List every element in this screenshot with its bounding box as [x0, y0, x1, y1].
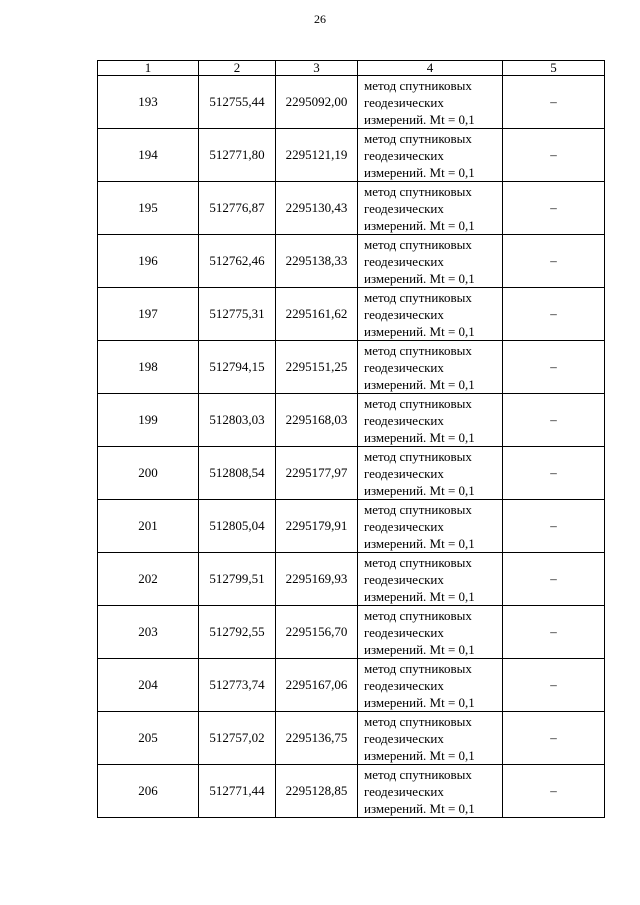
x-coordinate-cell: 512808,54 — [199, 447, 276, 500]
y-coordinate-cell: 2295121,19 — [276, 129, 358, 182]
point-number-cell: 198 — [98, 341, 199, 394]
note-cell: – — [503, 553, 605, 606]
table-row — [98, 500, 605, 553]
header-cell-3: 3 — [276, 61, 358, 76]
method-line-1: метод спутниковых — [364, 395, 472, 411]
method-line-1: метод спутниковых — [364, 77, 472, 93]
method-line-1: метод спутниковых — [364, 607, 472, 623]
page-number: 26 — [314, 12, 326, 26]
method-cell — [358, 182, 503, 235]
method-line-1: метод спутниковых — [364, 660, 472, 676]
x-coordinate-cell: 512771,44 — [199, 765, 276, 818]
point-number-cell: 202 — [98, 553, 199, 606]
header-cell-2: 2 — [199, 61, 276, 76]
method-cell — [358, 500, 503, 553]
method-line-3: измерений. Mt = 0,1 — [364, 217, 475, 233]
table-row — [98, 659, 605, 712]
point-number-cell: 194 — [98, 129, 199, 182]
method-line-1: метод спутниковых — [364, 766, 472, 782]
method-line-2: геодезических — [364, 253, 444, 269]
point-number-cell: 204 — [98, 659, 199, 712]
method-line-1: метод спутниковых — [364, 130, 472, 146]
note-cell: – — [503, 712, 605, 765]
x-coordinate-cell: 512799,51 — [199, 553, 276, 606]
y-coordinate-cell: 2295168,03 — [276, 394, 358, 447]
method-line-1: метод спутниковых — [364, 554, 472, 570]
note-cell: – — [503, 606, 605, 659]
y-coordinate-cell: 2295161,62 — [276, 288, 358, 341]
method-cell — [358, 76, 503, 129]
method-line-1: метод спутниковых — [364, 448, 472, 464]
table-row — [98, 341, 605, 394]
point-number-cell: 206 — [98, 765, 199, 818]
method-line-3: измерений. Mt = 0,1 — [364, 694, 475, 710]
x-coordinate-cell: 512771,80 — [199, 129, 276, 182]
y-coordinate-cell: 2295169,93 — [276, 553, 358, 606]
note-cell: – — [503, 288, 605, 341]
method-line-1: метод спутниковых — [364, 183, 472, 199]
x-coordinate-cell: 512805,04 — [199, 500, 276, 553]
method-cell — [358, 659, 503, 712]
method-line-3: измерений. Mt = 0,1 — [364, 535, 475, 551]
method-cell — [358, 288, 503, 341]
method-line-3: измерений. Mt = 0,1 — [364, 800, 475, 816]
point-number-cell: 196 — [98, 235, 199, 288]
method-line-1: метод спутниковых — [364, 713, 472, 729]
x-coordinate-cell: 512776,87 — [199, 182, 276, 235]
x-coordinate-cell: 512775,31 — [199, 288, 276, 341]
point-number-cell: 203 — [98, 606, 199, 659]
y-coordinate-cell: 2295177,97 — [276, 447, 358, 500]
method-line-2: геодезических — [364, 200, 444, 216]
table-row — [98, 712, 605, 765]
y-coordinate-cell: 2295156,70 — [276, 606, 358, 659]
method-line-2: геодезических — [364, 783, 444, 799]
table-row — [98, 553, 605, 606]
method-line-2: геодезических — [364, 412, 444, 428]
method-line-3: измерений. Mt = 0,1 — [364, 323, 475, 339]
method-line-2: геодезических — [364, 624, 444, 640]
method-cell — [358, 553, 503, 606]
y-coordinate-cell: 2295138,33 — [276, 235, 358, 288]
method-line-3: измерений. Mt = 0,1 — [364, 111, 475, 127]
y-coordinate-cell: 2295092,00 — [276, 76, 358, 129]
method-line-1: метод спутниковых — [364, 289, 472, 305]
method-cell — [358, 447, 503, 500]
method-cell — [358, 606, 503, 659]
note-cell: – — [503, 182, 605, 235]
method-line-2: геодезических — [364, 571, 444, 587]
table-row — [98, 606, 605, 659]
point-number-cell: 205 — [98, 712, 199, 765]
note-cell: – — [503, 129, 605, 182]
point-number-cell: 197 — [98, 288, 199, 341]
method-line-1: метод спутниковых — [364, 342, 472, 358]
method-line-2: геодезических — [364, 730, 444, 746]
table-row — [98, 182, 605, 235]
method-line-2: геодезических — [364, 518, 444, 534]
table-row — [98, 129, 605, 182]
method-line-3: измерений. Mt = 0,1 — [364, 164, 475, 180]
x-coordinate-cell: 512762,46 — [199, 235, 276, 288]
table-row — [98, 394, 605, 447]
y-coordinate-cell: 2295179,91 — [276, 500, 358, 553]
note-cell: – — [503, 394, 605, 447]
note-cell: – — [503, 235, 605, 288]
x-coordinate-cell: 512757,02 — [199, 712, 276, 765]
method-line-3: измерений. Mt = 0,1 — [364, 482, 475, 498]
method-line-1: метод спутниковых — [364, 236, 472, 252]
note-cell: – — [503, 447, 605, 500]
table-row — [98, 76, 605, 129]
coordinates-table — [97, 60, 605, 818]
method-line-2: геодезических — [364, 465, 444, 481]
note-cell: – — [503, 659, 605, 712]
header-cell-1: 1 — [98, 61, 199, 76]
header-cell-5: 5 — [503, 61, 605, 76]
x-coordinate-cell: 512803,03 — [199, 394, 276, 447]
method-line-3: измерений. Mt = 0,1 — [364, 270, 475, 286]
point-number-cell: 201 — [98, 500, 199, 553]
y-coordinate-cell: 2295128,85 — [276, 765, 358, 818]
header-row — [98, 61, 605, 76]
method-line-2: геодезических — [364, 306, 444, 322]
method-line-3: измерений. Mt = 0,1 — [364, 641, 475, 657]
method-cell — [358, 712, 503, 765]
y-coordinate-cell: 2295167,06 — [276, 659, 358, 712]
point-number-cell: 195 — [98, 182, 199, 235]
x-coordinate-cell: 512773,74 — [199, 659, 276, 712]
method-line-1: метод спутниковых — [364, 501, 472, 517]
table-row — [98, 288, 605, 341]
x-coordinate-cell: 512755,44 — [199, 76, 276, 129]
note-cell: – — [503, 765, 605, 818]
method-cell — [358, 394, 503, 447]
table-row — [98, 765, 605, 818]
point-number-cell: 200 — [98, 447, 199, 500]
header-cell-4: 4 — [358, 61, 503, 76]
method-line-3: измерений. Mt = 0,1 — [364, 588, 475, 604]
method-line-2: геодезических — [364, 677, 444, 693]
y-coordinate-cell: 2295151,25 — [276, 341, 358, 394]
x-coordinate-cell: 512794,15 — [199, 341, 276, 394]
method-cell — [358, 341, 503, 394]
method-line-2: геодезических — [364, 147, 444, 163]
table-body — [98, 76, 605, 818]
method-line-2: геодезических — [364, 359, 444, 375]
method-cell — [358, 129, 503, 182]
table-row — [98, 447, 605, 500]
method-line-3: измерений. Mt = 0,1 — [364, 747, 475, 763]
point-number-cell: 199 — [98, 394, 199, 447]
method-line-3: измерений. Mt = 0,1 — [364, 429, 475, 445]
table-row — [98, 235, 605, 288]
y-coordinate-cell: 2295130,43 — [276, 182, 358, 235]
method-cell — [358, 235, 503, 288]
note-cell: – — [503, 341, 605, 394]
x-coordinate-cell: 512792,55 — [199, 606, 276, 659]
note-cell: – — [503, 76, 605, 129]
method-line-2: геодезических — [364, 94, 444, 110]
method-cell — [358, 765, 503, 818]
point-number-cell: 193 — [98, 76, 199, 129]
method-line-3: измерений. Mt = 0,1 — [364, 376, 475, 392]
y-coordinate-cell: 2295136,75 — [276, 712, 358, 765]
note-cell: – — [503, 500, 605, 553]
